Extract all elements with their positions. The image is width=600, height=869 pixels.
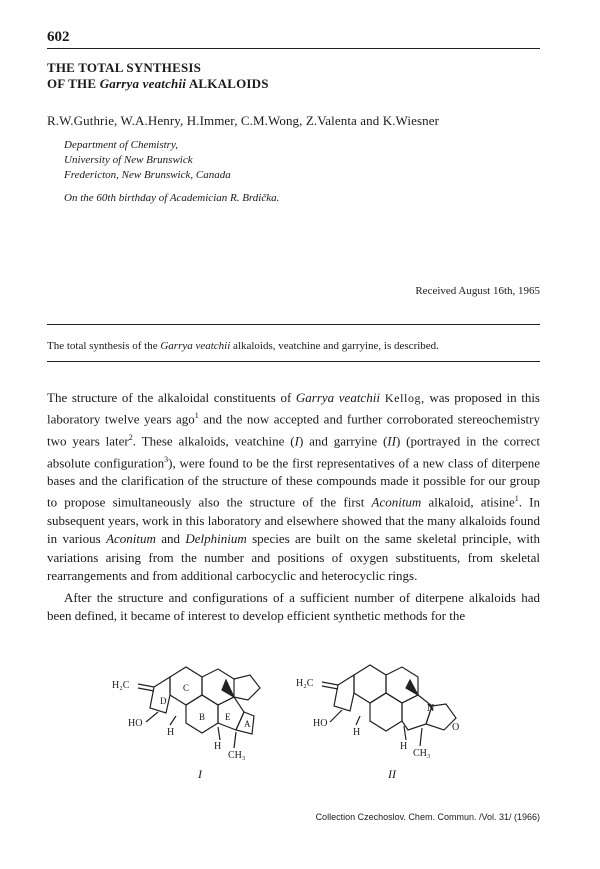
structure-II-labels [296,678,459,759]
abstract [47,340,439,352]
label-h: H [400,741,408,752]
text-run: alkaloid, atisine [421,494,515,510]
ring-middle-shape [370,693,402,731]
label-ch2: H₂C [296,678,314,689]
text-run: . These alkaloids, veatchine ( [132,433,295,449]
page-number: 602 [47,29,70,45]
affiliation-line: Department of Chemistry, [64,139,178,151]
text-run: species are built on the same skeletal principle, with variations arising from the number and positions of oxygen substituents, from skeletal rearrangements and from additional carbocyclic and heterocyclic rings. [47,531,540,583]
text-run: . In subsequent years, work in this laboratory and elsewhere showed that the many alkaloids found in various [47,494,540,547]
compound-ref: II [387,433,396,449]
dedication: On the 60th birthday of Academician R. Brdička. [64,192,280,204]
title-line-1: THE TOTAL SYNTHESIS [47,60,202,75]
label-ho: HO [128,718,143,729]
ring-d-shape [150,677,170,713]
structure-caption-I: I [198,767,202,781]
label-ring-e: E [225,712,231,722]
label-ring-a: A [244,719,251,729]
abstract-prefix: The total synthesis of the [47,340,161,352]
genus-name: Delphinium [185,531,247,547]
text-run: was proposed in this laboratory twelve years ago [47,390,540,427]
author-list: R.W.Guthrie, W.A.Henry, H.Immer, C.M.Wong, Z.Valenta and K.Wiesner [47,113,440,128]
label-ring-c: C [183,683,190,693]
structure-figure [110,660,490,785]
ring-e-shape [218,697,244,730]
label-h: H [353,727,361,738]
label-h: H [214,741,222,752]
author-name: Kellog, [379,391,425,405]
text-run: The structure of the alkaloidal constituents of [47,390,296,405]
genus-name: Aconitum [371,494,422,510]
affiliation-line: Fredericton, New Brunswick, Canada [64,169,231,181]
label-ho: HO [313,718,328,729]
abstract-top-rule [47,324,540,325]
citation-ref: 3 [164,454,169,464]
label-n: N [427,703,435,714]
label-ch2: H₂C [112,680,130,691]
text-run: and the now accepted and further corroborated stereochemistry two years later [47,411,540,449]
article-title [47,60,269,92]
title-line-2-prefix: OF THE [47,76,100,91]
genus-name: Aconitum [106,531,156,547]
ring-left-shape [334,675,354,711]
label-o: O [452,722,460,733]
affiliation [64,138,231,183]
citation-ref: 2 [128,432,133,442]
ring-top-shape [354,665,386,703]
label-ring-b: B [199,712,206,722]
citation-ref: 1 [194,411,199,421]
header-rule [47,48,540,49]
journal-footer: Collection Czechoslov. Chem. Commun. /Vol. 31/ (1966) [315,812,540,822]
affiliation-line: University of New Brunswick [64,154,193,166]
structure-caption-II: II [388,767,396,781]
citation-ref: 1 [514,494,519,504]
title-italic-genus: Garrya veatchii [99,76,187,91]
structure-II-drawing [322,665,456,746]
abstract-italic: Garrya veatchii [160,340,231,352]
label-ring-d: D [160,696,167,706]
text-run: ), were found to be the first representatives of a new class of diterpene bases and the clarification of the structure of these compounds made it possible for our group to propose simultaneously also the structure of the first [47,454,540,510]
species-name: Garrya veatchii [295,390,380,405]
label-ch3: CH₃ [413,748,431,759]
oxazolidine-shape [234,675,260,700]
abstract-suffix: alkaloids, veatchine and garryine, is described. [230,340,439,352]
text-run: ) and garryine ( [298,433,388,449]
body-paragraph-1 [47,389,540,585]
body-paragraph-2: After the structure and configurations of a sufficient number of diterpene alkaloids had been defined, it became of interest to develop efficient synthetic methods for the [47,590,540,624]
structure-I-drawing [138,667,260,748]
label-ch3: CH₃ [228,750,246,761]
text-run: and [155,531,186,547]
text-run: ) (portrayed in the correct absolute configuration [47,433,540,470]
compound-ref: I [294,433,299,449]
abstract-bottom-rule [47,361,540,362]
title-line-2 [47,76,269,92]
label-h: H [167,727,175,738]
received-date: Received August 16th, 1965 [415,285,540,297]
title-line-2-suffix: ALKALOIDS [186,76,269,91]
